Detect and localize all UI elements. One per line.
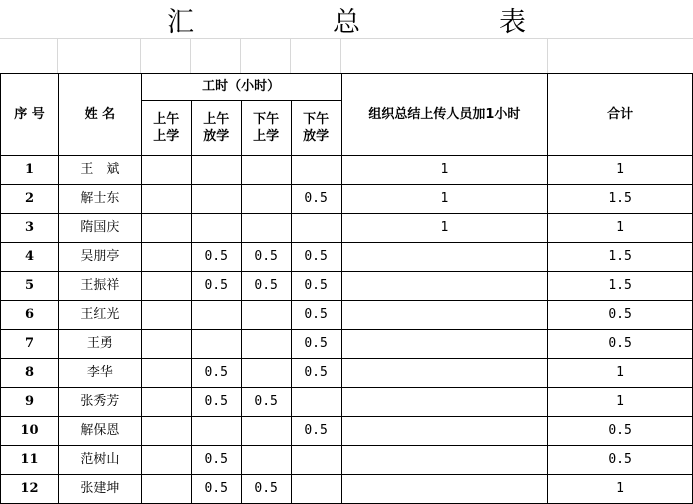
table-row	[1, 388, 693, 417]
cell-name: 张秀芳	[58, 388, 141, 417]
cell-seq: 2	[1, 185, 59, 214]
cell-extra	[341, 359, 548, 388]
cell-am-out	[191, 330, 241, 359]
cell-seq: 8	[1, 359, 59, 388]
table-row	[1, 301, 693, 330]
cell-extra: 1	[341, 185, 548, 214]
table-row	[1, 475, 693, 504]
cell-pm-in: 0.5	[241, 243, 291, 272]
table-row	[1, 272, 693, 301]
cell-name: 王 斌	[58, 156, 141, 185]
cell-total: 0.5	[548, 446, 693, 475]
cell-total: 1	[548, 359, 693, 388]
cell-am-in	[141, 330, 191, 359]
cell-extra	[341, 388, 548, 417]
table-row	[1, 446, 693, 475]
cell-total: 1.5	[548, 272, 693, 301]
table-row	[1, 243, 693, 272]
cell-pm-out	[291, 446, 341, 475]
cell-am-in	[141, 446, 191, 475]
cell-name: 王红光	[58, 301, 141, 330]
cell-am-in	[141, 214, 191, 243]
table-row	[1, 214, 693, 243]
cell-extra	[341, 475, 548, 504]
cell-pm-in	[241, 359, 291, 388]
cell-am-in	[141, 272, 191, 301]
table-body	[1, 156, 693, 504]
header-name: 姓 名	[58, 74, 141, 156]
cell-pm-in	[241, 301, 291, 330]
grid-line	[340, 39, 341, 74]
cell-am-out: 0.5	[191, 359, 241, 388]
cell-name: 王勇	[58, 330, 141, 359]
cell-name: 解保恩	[58, 417, 141, 446]
cell-am-out: 0.5	[191, 475, 241, 504]
cell-pm-out: 0.5	[291, 243, 341, 272]
blank-spreadsheet-row	[0, 38, 693, 74]
cell-extra	[341, 301, 548, 330]
cell-extra	[341, 446, 548, 475]
header-total: 合计	[548, 74, 693, 156]
cell-name: 隋国庆	[58, 214, 141, 243]
cell-extra: 1	[341, 156, 548, 185]
cell-total: 0.5	[548, 330, 693, 359]
cell-am-in	[141, 388, 191, 417]
cell-pm-in	[241, 156, 291, 185]
grid-line	[140, 39, 141, 74]
cell-am-in	[141, 301, 191, 330]
table-row	[1, 417, 693, 446]
cell-am-out	[191, 417, 241, 446]
cell-pm-out	[291, 475, 341, 504]
cell-seq: 4	[1, 243, 59, 272]
summary-table	[0, 73, 693, 504]
cell-am-out: 0.5	[191, 272, 241, 301]
cell-total: 1	[548, 214, 693, 243]
cell-pm-in	[241, 446, 291, 475]
cell-extra	[341, 243, 548, 272]
header-am-in	[141, 101, 191, 156]
cell-pm-in: 0.5	[241, 272, 291, 301]
cell-am-in	[141, 156, 191, 185]
header-pm-out	[291, 101, 341, 156]
cell-pm-in	[241, 185, 291, 214]
cell-seq: 3	[1, 214, 59, 243]
cell-name: 范树山	[58, 446, 141, 475]
cell-am-out	[191, 156, 241, 185]
table-row	[1, 156, 693, 185]
cell-seq: 7	[1, 330, 59, 359]
cell-am-in	[141, 359, 191, 388]
cell-pm-out: 0.5	[291, 417, 341, 446]
table-row	[1, 330, 693, 359]
cell-pm-out: 0.5	[291, 272, 341, 301]
grid-line	[547, 39, 548, 74]
cell-pm-out: 0.5	[291, 301, 341, 330]
cell-total: 1	[548, 388, 693, 417]
cell-seq: 5	[1, 272, 59, 301]
header-pm-out-label: 下午 放学	[303, 112, 330, 144]
header-am-in-label: 上午 上学	[153, 112, 180, 144]
sheet-title: 汇 总 表	[167, 6, 582, 38]
cell-name: 解士东	[58, 185, 141, 214]
grid-line	[240, 39, 241, 74]
cell-name: 吴朋亭	[58, 243, 141, 272]
cell-am-in	[141, 417, 191, 446]
cell-total: 1.5	[548, 243, 693, 272]
cell-extra	[341, 417, 548, 446]
cell-pm-out: 0.5	[291, 359, 341, 388]
cell-total: 1.5	[548, 185, 693, 214]
cell-name: 李华	[58, 359, 141, 388]
cell-pm-in: 0.5	[241, 388, 291, 417]
cell-am-out	[191, 214, 241, 243]
cell-extra: 1	[341, 214, 548, 243]
cell-pm-out	[291, 214, 341, 243]
cell-pm-out	[291, 388, 341, 417]
cell-seq: 6	[1, 301, 59, 330]
cell-seq: 9	[1, 388, 59, 417]
cell-am-in	[141, 243, 191, 272]
cell-name: 王振祥	[58, 272, 141, 301]
cell-pm-in	[241, 330, 291, 359]
cell-seq: 10	[1, 417, 59, 446]
cell-am-out: 0.5	[191, 446, 241, 475]
cell-total: 1	[548, 475, 693, 504]
cell-am-in	[141, 475, 191, 504]
cell-extra	[341, 272, 548, 301]
cell-pm-out: 0.5	[291, 185, 341, 214]
cell-total: 1	[548, 156, 693, 185]
cell-am-in	[141, 185, 191, 214]
cell-am-out	[191, 185, 241, 214]
cell-seq: 12	[1, 475, 59, 504]
header-am-out-label: 上午 放学	[203, 112, 230, 144]
cell-seq: 1	[1, 156, 59, 185]
grid-line	[190, 39, 191, 74]
grid-line	[290, 39, 291, 74]
cell-am-out	[191, 301, 241, 330]
header-extra: 组织总结上传人员加1小时	[341, 74, 548, 156]
table-row	[1, 185, 693, 214]
cell-extra	[341, 330, 548, 359]
cell-pm-in: 0.5	[241, 475, 291, 504]
cell-am-out: 0.5	[191, 243, 241, 272]
cell-name: 张建坤	[58, 475, 141, 504]
cell-total: 0.5	[548, 417, 693, 446]
cell-pm-out: 0.5	[291, 330, 341, 359]
table-row	[1, 359, 693, 388]
cell-total: 0.5	[548, 301, 693, 330]
cell-seq: 11	[1, 446, 59, 475]
header-pm-in	[241, 101, 291, 156]
header-hours-group: 工时（小时）	[141, 74, 341, 101]
header-pm-in-label: 下午 上学	[253, 112, 280, 144]
cell-pm-out	[291, 156, 341, 185]
grid-line	[57, 39, 58, 74]
header-seq: 序 号	[1, 74, 59, 156]
cell-pm-in	[241, 214, 291, 243]
cell-am-out: 0.5	[191, 388, 241, 417]
header-am-out	[191, 101, 241, 156]
cell-pm-in	[241, 417, 291, 446]
